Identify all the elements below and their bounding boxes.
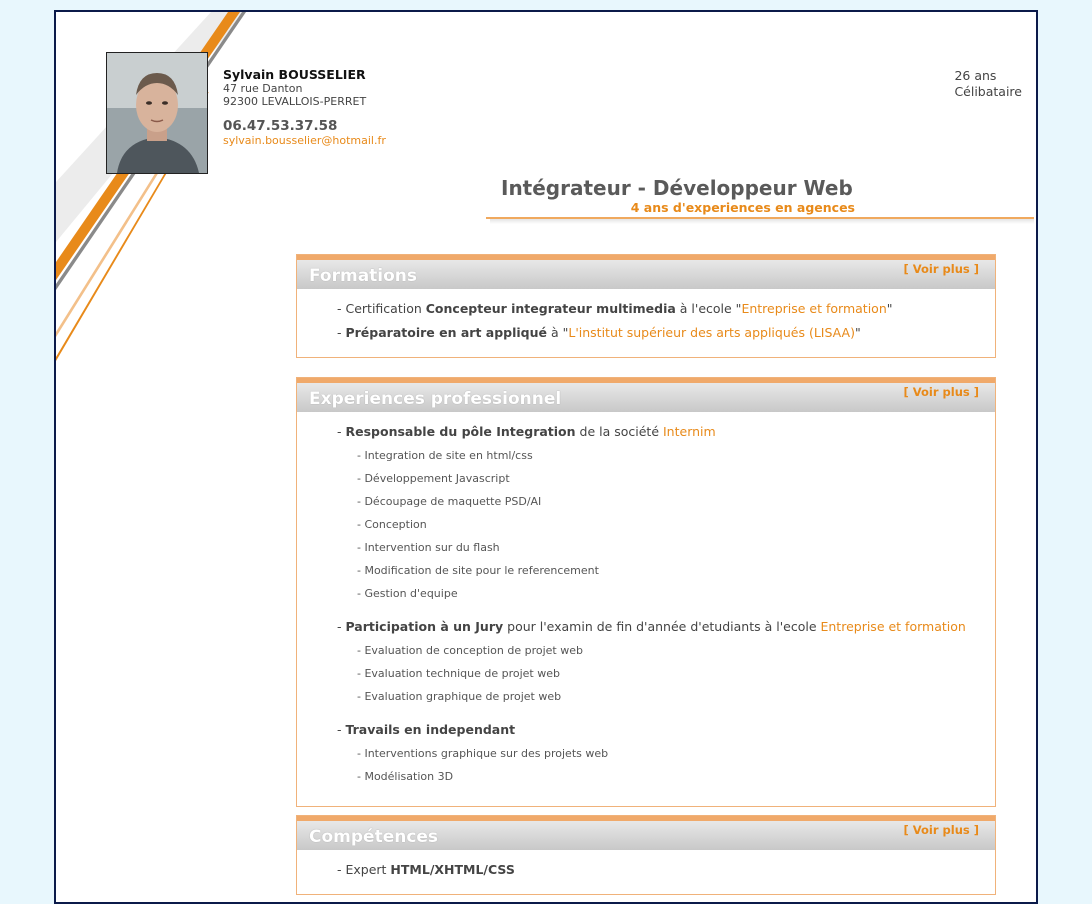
experience-entry: - Responsable du pôle Integration de la société Internim — [337, 424, 716, 439]
school-link[interactable]: L'institut supérieur des arts appliqués (LISAA) — [568, 325, 855, 340]
school-link[interactable]: Entreprise et formation — [820, 619, 966, 634]
task-item: - Gestion d'equipe — [357, 587, 458, 600]
task-item: - Découpage de maquette PSD/AI — [357, 495, 542, 508]
task-item: - Conception — [357, 518, 427, 531]
phone-number: 06.47.53.37.58 — [223, 118, 338, 134]
address-line-1: 47 rue Danton — [223, 82, 303, 95]
voir-plus-link[interactable]: [ Voir plus ] — [903, 262, 979, 276]
personal-status — [954, 68, 1022, 100]
section-body — [297, 289, 995, 357]
section-header — [297, 816, 995, 850]
cv-page — [54, 10, 1038, 904]
marital-status: Célibataire — [954, 84, 1022, 99]
experience-group — [337, 420, 995, 605]
competence-entry: - Expert HTML/XHTML/CSS — [337, 862, 515, 877]
experience-group — [337, 615, 995, 708]
experience-summary: 4 ans d'experiences en agences — [630, 200, 855, 215]
task-item: - Intervention sur du flash — [357, 541, 500, 554]
experience-entry: - Travails en independant — [337, 722, 516, 737]
task-item: - Evaluation graphique de projet web — [357, 690, 562, 703]
job-headline — [486, 174, 1034, 222]
voir-plus-link[interactable]: [ Voir plus ] — [903, 385, 979, 399]
section-body — [297, 412, 995, 806]
profile-photo — [106, 52, 208, 174]
headline-shadow — [490, 219, 1034, 224]
formation-entry: - Préparatoire en art appliqué à "L'institut supérieur des arts appliqués (LISAA)" — [337, 325, 861, 340]
task-item: - Modélisation 3D — [357, 770, 454, 783]
task-item: - Modification de site pour le referencement — [357, 564, 599, 577]
task-item: - Développement Javascript — [357, 472, 510, 485]
section-body — [297, 850, 995, 894]
contact-block — [223, 68, 386, 147]
email-link[interactable]: sylvain.bousselier@hotmail.fr — [223, 134, 386, 147]
task-item: - Evaluation technique de projet web — [357, 667, 560, 680]
school-link[interactable]: Entreprise et formation — [741, 301, 887, 316]
age: 26 ans — [954, 68, 997, 83]
section-title: Experiences professionnel — [309, 389, 562, 409]
section-experiences — [296, 377, 996, 807]
formation-entry: - Certification Concepteur integrateur multimedia à l'ecole "Entreprise et formation" — [337, 301, 893, 316]
task-item: - Interventions graphique sur des projets web — [357, 747, 609, 760]
section-header — [297, 255, 995, 289]
person-name: Sylvain BOUSSELIER — [223, 67, 366, 82]
section-title: Compétences — [309, 827, 439, 847]
job-title: Intégrateur - Développeur Web — [501, 176, 853, 200]
experience-group — [337, 718, 995, 788]
section-title: Formations — [309, 266, 418, 286]
task-item: - Integration de site en html/css — [357, 449, 533, 462]
address-line-2: 92300 LEVALLOIS-PERRET — [223, 95, 367, 108]
section-header — [297, 378, 995, 412]
task-item: - Evaluation de conception de projet web — [357, 644, 583, 657]
section-competences — [296, 815, 996, 895]
voir-plus-link[interactable]: [ Voir plus ] — [903, 823, 979, 837]
section-formations — [296, 254, 996, 358]
company-link[interactable]: Internim — [663, 424, 716, 439]
experience-entry: - Participation à un Jury pour l'examin de fin d'année d'etudiants à l'ecole Entreprise et formation — [337, 619, 966, 634]
